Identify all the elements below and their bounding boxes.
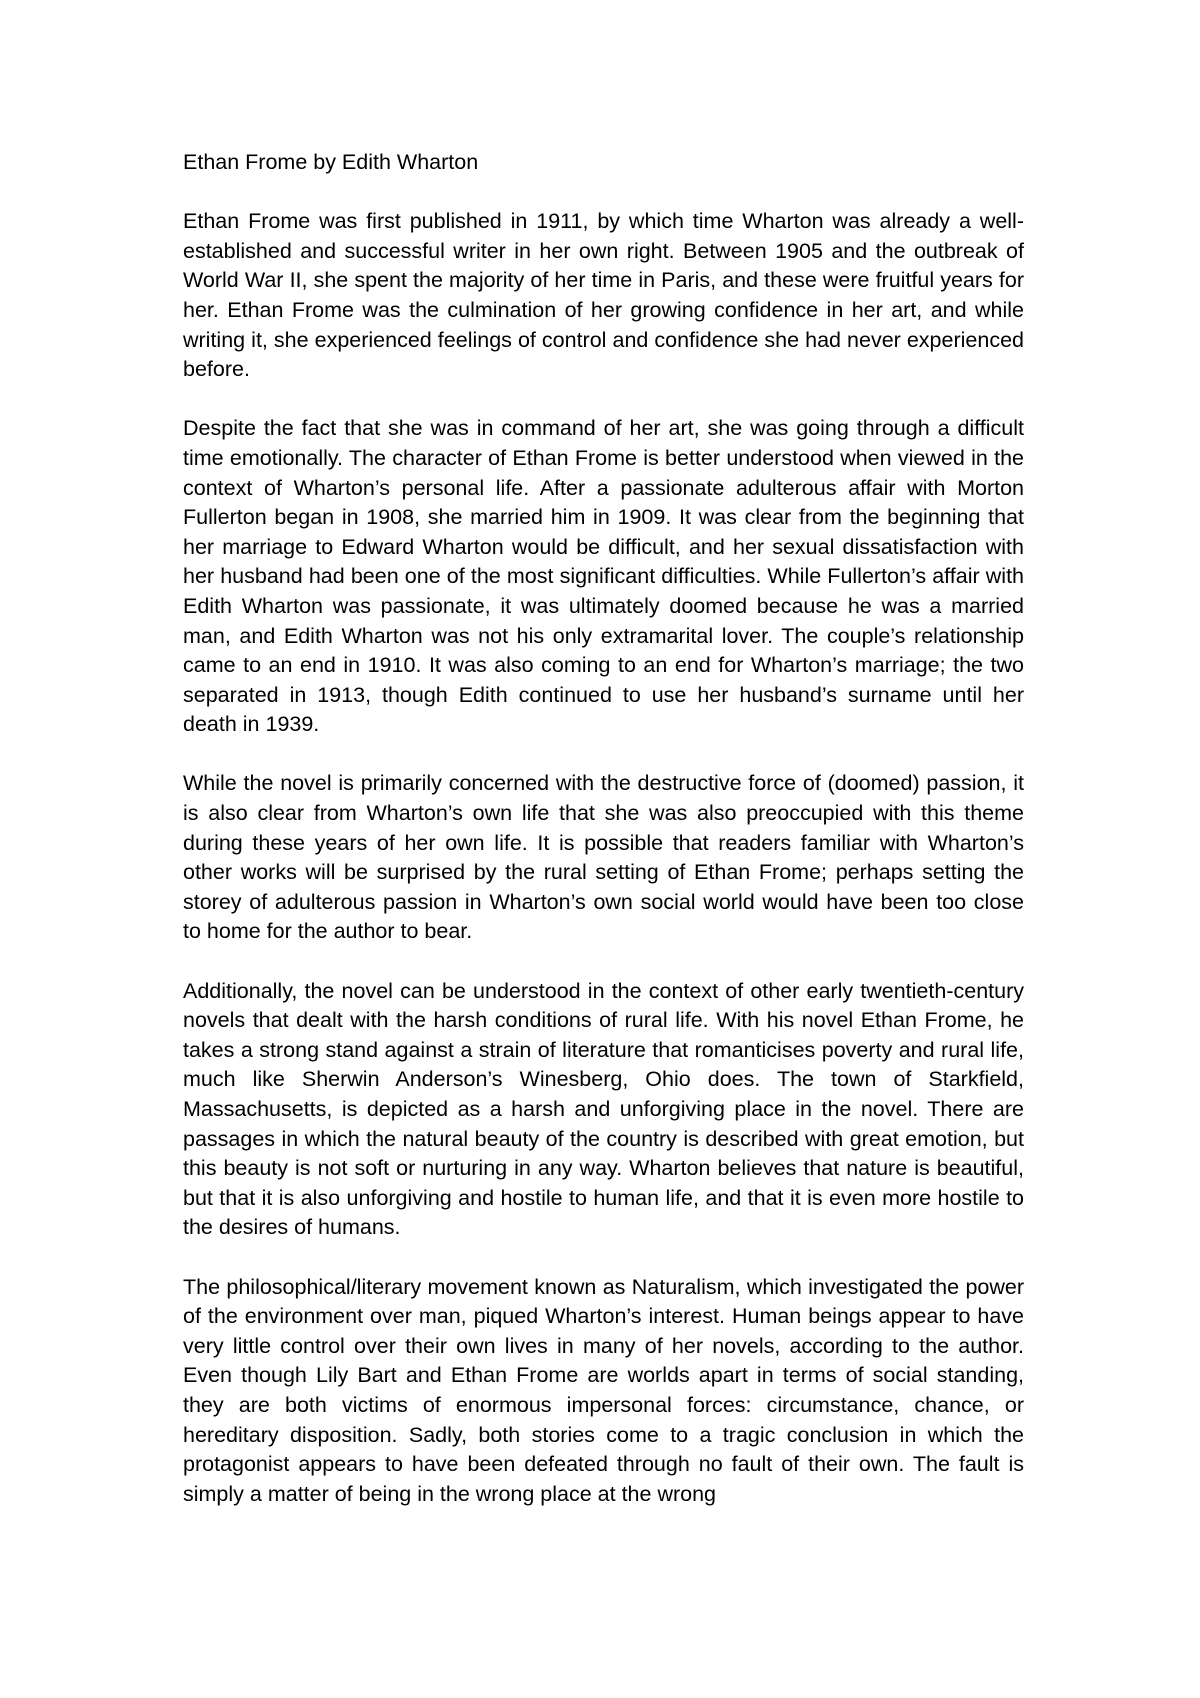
paragraph-3: While the novel is primarily concerned with the destructive force of (doomed) passion, it is also clear from Wharton’s own life that she was also preoccupied with this theme during these years of her own life. It is possible that readers familiar with Wharton’s other works will be surprised by the rural setting of Ethan Frome; perhaps setting the storey of adulterous passion in Wharton’s own social world would have been too close to home for the author to bear.: [183, 771, 1024, 944]
document-body: [183, 148, 1024, 1539]
paragraph-5: The philosophical/literary movement known as Naturalism, which investigated the power of the environment over man, piqued Wharton’s interest. Human beings appear to have very little control over their own lives in many of her novels, according to the author. Even though Lily Bart and Ethan Frome are worlds apart in terms of social standing, they are both victims of enormous impersonal forces: circumstance, chance, or hereditary disposition. Sadly, both stories come to a tragic conclusion in which the protagonist appears to have been defeated through no fault of their own. The fault is simply a matter of being in the wrong place at the wrong: [183, 1274, 1024, 1506]
paragraph-1: Ethan Frome was first published in 1911, by which time Wharton was already a well-established and successful writer in her own right. Between 1905 and the outbreak of World War II, she spent the majority of her time in Paris, and these were fruitful years for her. Ethan Frome was the culmination of her growing confidence in her art, and while writing it, she experienced feelings of control and confidence she had never experienced before.: [183, 209, 1024, 382]
paragraph-2: Despite the fact that she was in command of her art, she was going through a difficult time emotionally. The character of Ethan Frome is better understood when viewed in the context of Wharton’s personal life. After a passionate adulterous affair with Morton Fullerton began in 1908, she married him in 1909. It was clear from the beginning that her marriage to Edward Wharton would be difficult, and her sexual dissatisfaction with her husband had been one of the most significant difficulties. While Fullerton’s affair with Edith Wharton was passionate, it was ultimately doomed because he was a married man, and Edith Wharton was not his only extramarital lover. The couple’s relationship came to an end in 1910. It was also coming to an end for Wharton’s marriage; the two separated in 1913, though Edith continued to use her husband’s surname until her death in 1939.: [183, 416, 1024, 737]
paragraph-4: Additionally, the novel can be understood in the context of other early twentieth-century novels that dealt with the harsh conditions of rural life. With his novel Ethan Frome, he takes a strong stand against a strain of literature that romanticises poverty and rural life, much like Sherwin Anderson’s Winesberg, Ohio does. The town of Starkfield, Massachusetts, is depicted as a harsh and unforgiving place in the novel. There are passages in which the natural beauty of the country is described with great emotion, but this beauty is not soft or nurturing in any way. Wharton believes that nature is beautiful, but that it is also unforgiving and hostile to human life, and that it is even more hostile to the desires of humans.: [183, 978, 1024, 1240]
document-title: Ethan Frome by Edith Wharton: [183, 150, 479, 174]
